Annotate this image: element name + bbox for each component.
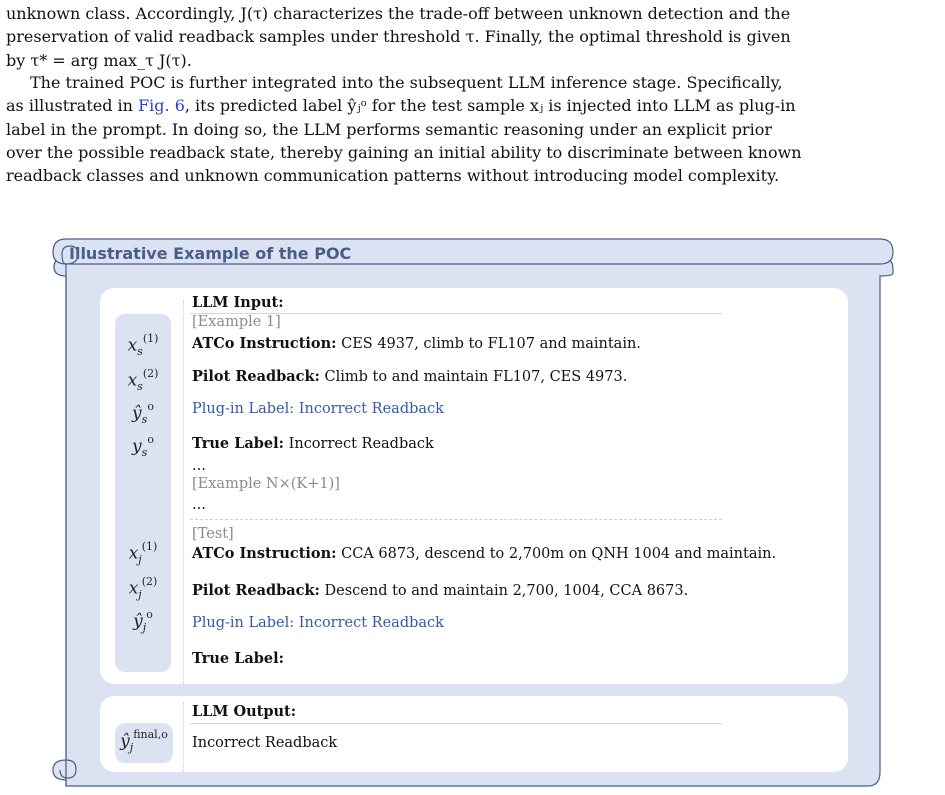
field-value: Incorrect Readback	[284, 436, 434, 452]
var-sub: j	[138, 588, 142, 602]
text-span: as illustrated in	[6, 96, 139, 116]
var-symbol: ŷ	[120, 731, 130, 752]
var-xj1	[115, 542, 171, 566]
example-true-label	[192, 435, 434, 452]
field-value: CCA 6873, descend to 2,700m on QNH 1004 and maintain.	[336, 546, 777, 562]
output-column-divider	[183, 702, 184, 772]
var-symbol: y	[132, 436, 142, 457]
ellipsis-1: ...	[192, 458, 206, 474]
output-header-underline	[190, 723, 722, 724]
var-sup: (1)	[142, 332, 159, 345]
header-text: LLM Input:	[192, 294, 284, 311]
llm-output-text: Incorrect Readback	[192, 735, 338, 751]
var-sup: (2)	[141, 575, 158, 588]
var-symbol: x	[127, 370, 138, 391]
test-tag: [Test]	[192, 526, 234, 542]
paragraph-2-line-4: over the possible readback state, thereby gaining an initial ability to discriminate between known	[6, 142, 802, 162]
var-sub: j	[142, 621, 147, 635]
ellipsis-2: ...	[192, 497, 206, 513]
header-text: LLM Output:	[192, 703, 297, 720]
field-label: ATCo Instruction:	[192, 335, 337, 352]
var-symbol: x	[127, 335, 138, 356]
test-atco-instruction	[192, 545, 776, 562]
var-sup: (2)	[142, 367, 159, 380]
figure-6-link[interactable]: Fig. 6	[138, 96, 185, 116]
var-sub: j	[138, 553, 142, 567]
llm-input-header	[192, 294, 284, 311]
paragraph-2-line-5: readback classes and unknown communication patterns without introducing model complexity.	[6, 166, 780, 186]
field-value: Descend to and maintain 2,700, 1004, CCA 8673.	[319, 583, 689, 599]
var-yfinal	[115, 730, 173, 754]
var-sup: final,o	[133, 728, 168, 741]
var-sub: s	[141, 413, 148, 427]
test-separator	[190, 519, 722, 520]
example-pilot-readback	[192, 368, 627, 385]
var-symbol: ŷ	[132, 403, 142, 424]
llm-output-header	[192, 703, 296, 720]
var-y-s	[115, 435, 171, 459]
field-label: ATCo Instruction:	[192, 545, 337, 562]
paragraph-2-line-1: The trained POC is further integrated into the subsequent LLM inference stage. Specifically,	[30, 73, 783, 92]
field-value: Climb to and maintain FL107, CES 4973.	[319, 369, 628, 385]
example-n-tag: [Example N×(K+1)]	[192, 476, 340, 492]
field-label: Pilot Readback:	[192, 582, 320, 599]
example-atco-instruction	[192, 335, 641, 352]
var-sup: o	[146, 608, 153, 621]
test-true-label	[192, 650, 284, 667]
figure-title: Illustrative Example of the POC	[69, 244, 352, 263]
var-xs1	[115, 334, 171, 358]
example-1-tag: [Example 1]	[192, 314, 281, 330]
var-sup: o	[147, 433, 154, 446]
output-variables-column	[115, 723, 173, 763]
var-sub: s	[137, 380, 143, 394]
var-xs2	[115, 369, 171, 393]
var-sup: (1)	[141, 540, 158, 553]
paragraph-2-line-3: label in the prompt. In doing so, the LLM performs semantic reasoning under an explicit prior	[6, 119, 772, 139]
field-label: True Label:	[192, 435, 285, 452]
var-sub: s	[141, 446, 148, 460]
var-symbol: x	[128, 578, 139, 599]
paragraph-1-line-3: by τ* = arg max_τ J(τ).	[6, 50, 192, 70]
input-column-divider	[183, 300, 184, 684]
var-sup: o	[147, 400, 154, 413]
var-sub: j	[129, 741, 134, 755]
var-sub: s	[137, 345, 143, 359]
text-span: , its predicted label ŷⱼᵒ for the test sample xⱼ is injected into LLM as plug-in	[184, 96, 796, 116]
paragraph-1-line-2: preservation of valid readback samples under threshold τ. Finally, the optimal threshold is given	[6, 27, 791, 47]
test-plugin-label: Plug-in Label: Incorrect Readback	[192, 615, 444, 631]
var-symbol: x	[128, 543, 139, 564]
test-pilot-readback	[192, 582, 688, 599]
input-variables-column	[115, 314, 171, 672]
var-yhat-s	[115, 402, 171, 426]
field-label: True Label:	[192, 650, 285, 667]
field-label: Pilot Readback:	[192, 368, 320, 385]
var-yhat-j	[115, 610, 171, 634]
var-symbol: ŷ	[133, 611, 143, 632]
field-value: CES 4937, climb to FL107 and maintain.	[336, 336, 641, 352]
var-xj2	[115, 577, 171, 601]
paragraph-1-line-1: unknown class. Accordingly, J(τ) characterizes the trade-off between unknown detection and the	[6, 4, 791, 23]
example-plugin-label: Plug-in Label: Incorrect Readback	[192, 401, 444, 417]
